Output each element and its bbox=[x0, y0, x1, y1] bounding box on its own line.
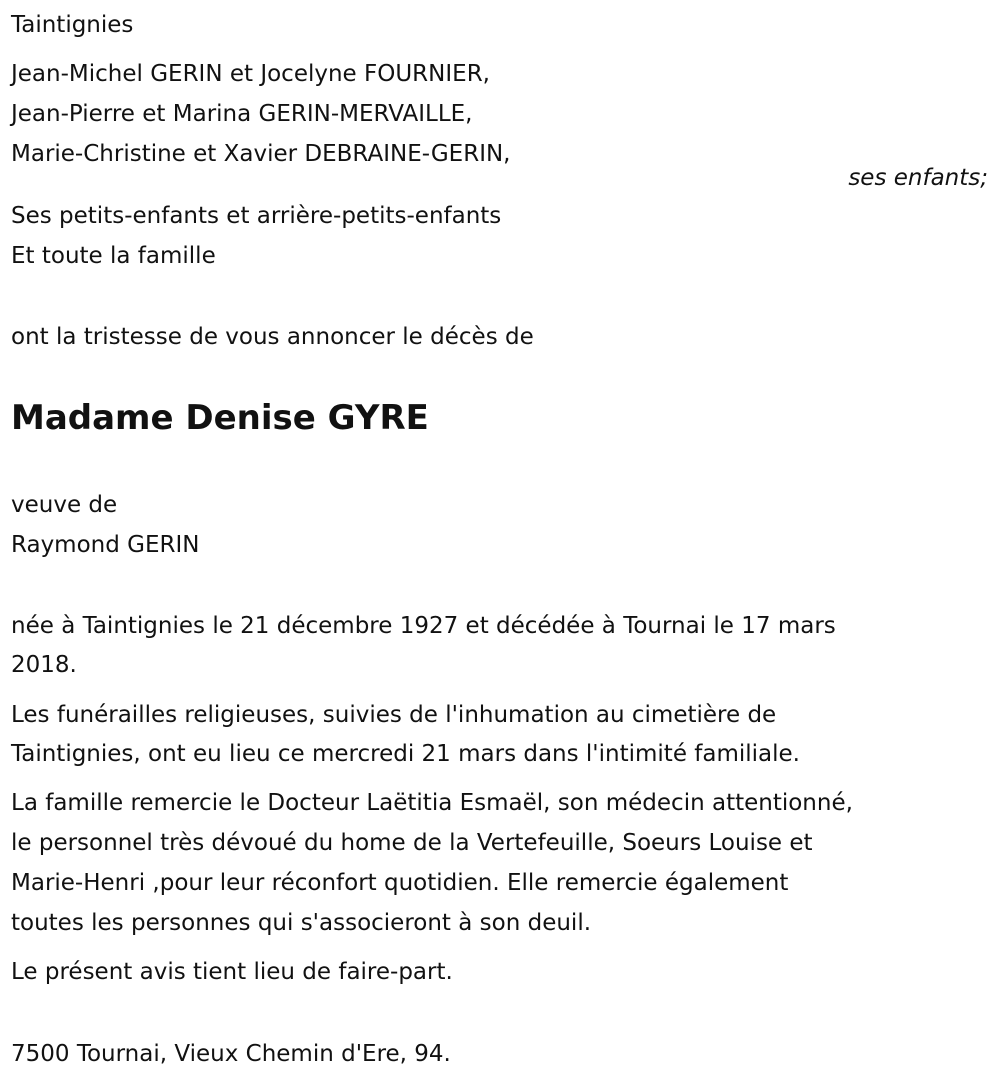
child-line: Jean-Pierre et Marina GERIN-MERVAILLE, bbox=[11, 101, 473, 127]
paragraph-line: toutes les personnes qui s'associeront à son deuil. bbox=[11, 910, 592, 936]
paragraph-line: 2018. bbox=[11, 652, 77, 678]
child-line: Marie-Christine et Xavier DEBRAINE-GERIN, bbox=[11, 141, 511, 167]
announcement-text: ont la tristesse de vous annoncer le décès de bbox=[11, 324, 534, 350]
paragraph-line: Marie-Henri ,pour leur réconfort quotidien. Elle remercie également bbox=[11, 870, 789, 896]
paragraph-line: le personnel très dévoué du home de la Vertefeuille, Soeurs Louise et bbox=[11, 830, 813, 856]
address-text: 7500 Tournai, Vieux Chemin d'Ere, 94. bbox=[11, 1041, 451, 1067]
paragraph-line: Les funérailles religieuses, suivies de l'inhumation au cimetière de bbox=[11, 702, 777, 728]
family-line: Ses petits-enfants et arrière-petits-enfants bbox=[11, 203, 502, 229]
paragraph-line: née à Taintignies le 21 décembre 1927 et décédée à Tournai le 17 mars bbox=[11, 613, 836, 639]
widow-line: Raymond GERIN bbox=[11, 532, 200, 558]
paragraph-line: La famille remercie le Docteur Laëtitia Esmaël, son médecin attentionné, bbox=[11, 790, 853, 816]
notice-text: Le présent avis tient lieu de faire-part. bbox=[11, 959, 453, 985]
deceased-name: Madame Denise GYRE bbox=[11, 398, 429, 438]
child-line: Jean-Michel GERIN et Jocelyne FOURNIER, bbox=[11, 61, 490, 87]
family-line: Et toute la famille bbox=[11, 243, 216, 269]
paragraph-line: Taintignies, ont eu lieu ce mercredi 21 mars dans l'intimité familiale. bbox=[11, 741, 800, 767]
children-role: ses enfants; bbox=[848, 165, 988, 191]
widow-line: veuve de bbox=[11, 492, 118, 518]
location-header: Taintignies bbox=[11, 12, 134, 38]
